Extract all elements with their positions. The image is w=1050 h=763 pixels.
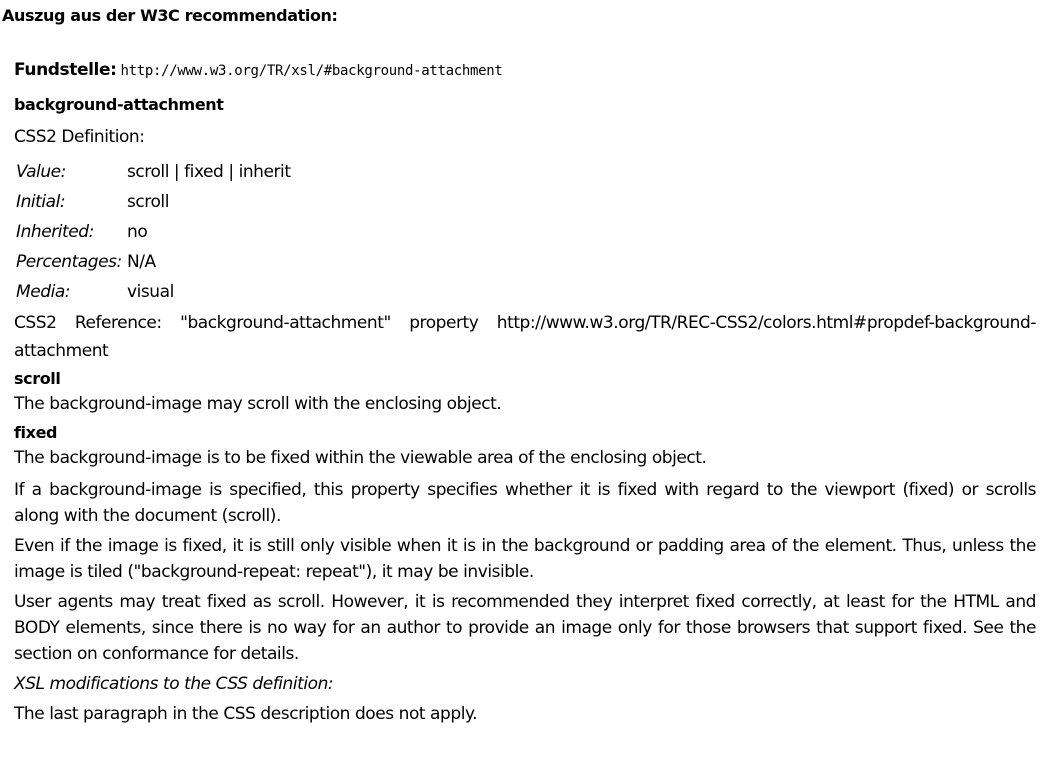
source-url: http://www.w3.org/TR/xsl/#background-attachment	[120, 63, 503, 79]
css2-definition-label: CSS2 Definition:	[14, 127, 145, 147]
definition-value: no	[127, 222, 148, 242]
definition-value: N/A	[127, 252, 156, 272]
definition-key: Value:	[16, 162, 66, 182]
definition-key: Media:	[16, 282, 71, 302]
definition-value: scroll	[127, 192, 169, 212]
value-desc-fixed: The background-image is to be fixed within the viewable area of the enclosing object.	[14, 448, 707, 468]
property-title: background-attachment	[14, 95, 224, 114]
paragraph-visibility: Even if the image is fixed, it is still only visible when it is in the background or padding area of the element. Thus, unless the image is tiled ("background-repeat: repeat"), it may be invisible.	[14, 536, 1036, 582]
css2-reference-text: CSS2 Reference: "background-attachment" property	[14, 313, 479, 333]
definition-row	[16, 277, 291, 307]
css2-reference	[14, 309, 1036, 365]
excerpt-content	[14, 59, 1036, 727]
definition-key: Percentages:	[16, 252, 122, 272]
definition-row	[16, 247, 291, 277]
definition-row	[16, 187, 291, 217]
source-line	[14, 59, 1036, 81]
value-desc-scroll: The background-image may scroll with the enclosing object.	[14, 394, 502, 414]
page-heading: Auszug aus der W3C recommendation:	[2, 6, 338, 25]
value-term-fixed: fixed	[14, 423, 58, 442]
definition-key: Inherited:	[16, 222, 94, 242]
source-label: Fundstelle:	[14, 60, 117, 80]
definition-value: visual	[127, 282, 174, 302]
xsl-modifications-note: The last paragraph in the CSS description does not apply.	[14, 704, 478, 724]
css2-reference-url: http://www.w3.org/TR/REC-CSS2/colors.html#propdef-background-attachment	[14, 313, 1036, 361]
value-term-scroll: scroll	[14, 369, 61, 388]
paragraph-user-agents: User agents may treat fixed as scroll. However, it is recommended they interpret fixed correctly, at least for the HTML and BODY elements, since there is no way for an author to provide an image only for those browsers that support fixed. See the section on conformance for details.	[14, 592, 1036, 664]
definition-table	[16, 157, 291, 307]
definition-row	[16, 157, 291, 187]
paragraph-specified: If a background-image is specified, this property specifies whether it is fixed with regard to the viewport (fixed) or scrolls along with the document (scroll).	[14, 480, 1036, 526]
definition-key: Initial:	[16, 192, 66, 212]
definition-value: scroll | fixed | inherit	[127, 162, 291, 182]
xsl-modifications-label: XSL modifications to the CSS definition:	[14, 674, 334, 694]
definition-row	[16, 217, 291, 247]
